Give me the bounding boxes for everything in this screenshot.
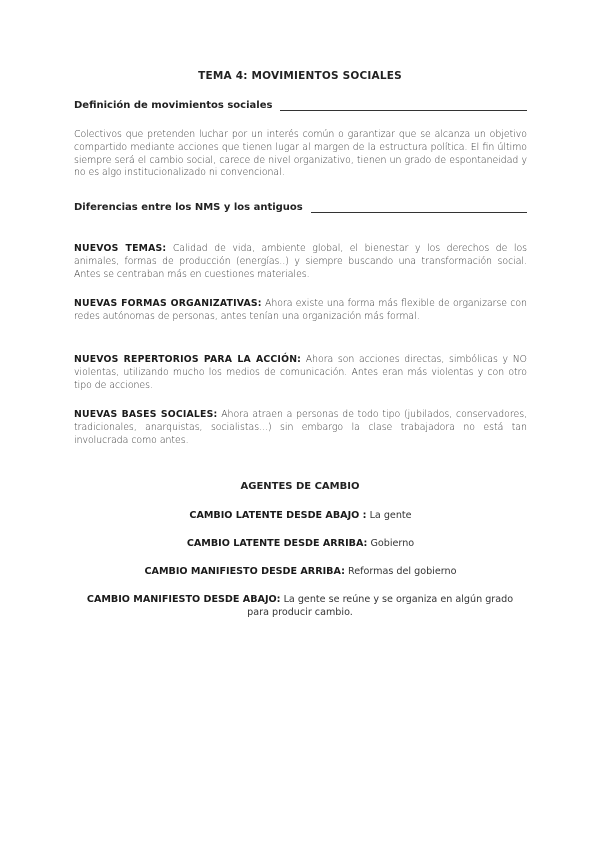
agent-text: Reformas del gobierno bbox=[344, 566, 457, 577]
item-lead: NUEVAS BASES SOCIALES: bbox=[74, 409, 218, 420]
item-text: Ahora existe una forma más flexible de organizarse con redes autónomas de personas, antes tenían una organización más formal. bbox=[74, 298, 527, 322]
item-lead: NUEVAS FORMAS ORGANIZATIVAS: bbox=[74, 298, 262, 309]
diferencias-heading bbox=[74, 202, 527, 213]
agent-text: La gente se reúne y se organiza en algún grado para producir cambio. bbox=[247, 594, 514, 618]
item-lead: NUEVOS REPERTORIOS PARA LA ACCIÓN: bbox=[74, 354, 302, 365]
agent-label: CAMBIO LATENTE DESDE ARRIBA: bbox=[186, 538, 368, 549]
agent-row bbox=[74, 565, 527, 578]
item-text: Calidad de vida, ambiente global, el bienestar y los derechos de los animales, formas de producción (energías..) y siempre buscando una transformación social. Antes se centraban más en cuestiones materiales. bbox=[74, 243, 527, 280]
page-title: TEMA 4: MOVIMIENTOS SOCIALES bbox=[198, 70, 402, 82]
agent-label: CAMBIO MANIFIESTO DESDE ARRIBA: bbox=[144, 566, 345, 577]
definicion-text: Colectivos que pretenden luchar por un interés común o garantizar que se alcanza un objetivo compartido mediante acciones que tienen lugar al margen de la estructura política. El fin último siempre será el cambio social, carece de nivel organizativo, tienen un grado de espontaneidad y no es algo institucionalizado ni convencional. bbox=[74, 129, 527, 179]
agent-text: La gente bbox=[366, 510, 412, 521]
diferencias-underline bbox=[311, 203, 527, 213]
item-nuevas-bases bbox=[74, 409, 527, 447]
agent-text: Gobierno bbox=[367, 538, 415, 549]
definicion-label: Definición de movimientos sociales bbox=[74, 100, 273, 111]
agent-label: CAMBIO MANIFIESTO DESDE ABAJO: bbox=[86, 594, 281, 605]
item-text: Ahora atraen a personas de todo tipo (jubilados, conservadores, tradicionales, anarquistas, socialistas...) sin embargo la clase trabajadora no está tan involucrada como antes. bbox=[74, 409, 527, 446]
definicion-heading bbox=[74, 100, 527, 111]
item-nuevas-formas bbox=[74, 298, 527, 324]
agent-row bbox=[74, 509, 527, 522]
agentes-title: AGENTES DE CAMBIO bbox=[240, 481, 360, 492]
agent-label: CAMBIO LATENTE DESDE ABAJO : bbox=[189, 510, 367, 521]
item-nuevos-repertorios bbox=[74, 354, 527, 392]
item-text: Ahora son acciones directas, simbólicas y NO violentas, utilizando mucho los medios de comunicación. Antes eran más violentas y con otro tipo de acciones. bbox=[74, 354, 527, 391]
agent-row bbox=[74, 537, 527, 550]
definicion-underline bbox=[280, 101, 527, 111]
diferencias-label: Diferencias entre los NMS y los antiguos bbox=[74, 202, 303, 213]
item-lead: NUEVOS TEMAS: bbox=[74, 243, 167, 254]
agent-row bbox=[86, 593, 514, 619]
item-nuevos-temas bbox=[74, 243, 527, 281]
